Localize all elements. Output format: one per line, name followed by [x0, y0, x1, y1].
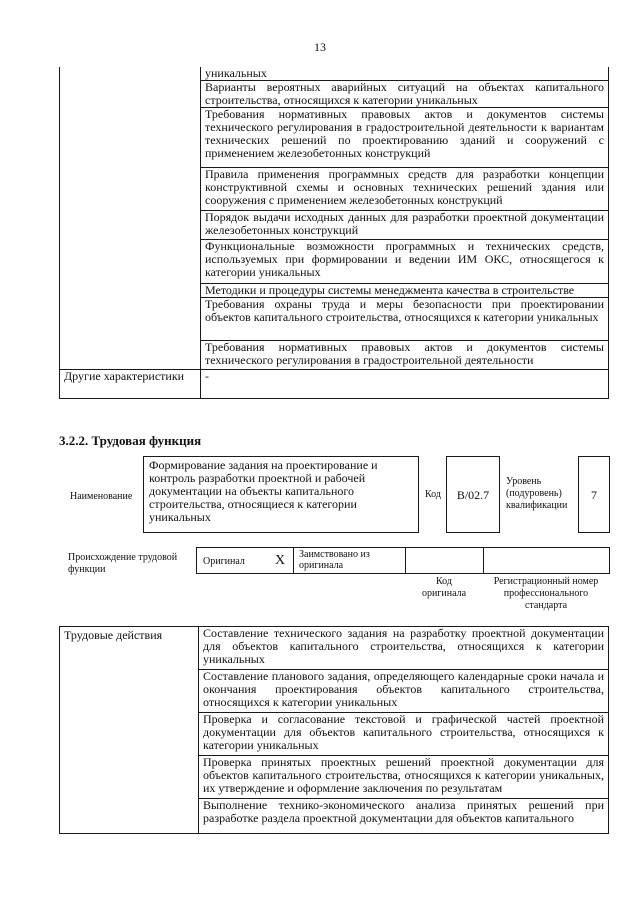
- knowledge-table: [59, 67, 609, 399]
- knowledge-row: Требования нормативных правовых актов и документов системы технического регулирования в градостроительной деятельности: [201, 341, 609, 370]
- divider: [293, 548, 294, 573]
- labour-action-row: Выполнение технико-экономического анализа принятых решений при разработке раздела проектной документации для объектов капитального: [199, 799, 609, 834]
- knowledge-row: Требования охраны труда и меры безопасности при проектировании объектов капитального строительства, относящихся к категории уникальных: [201, 298, 609, 341]
- page-number: 13: [314, 40, 326, 54]
- code-original-caption: Код оригинала: [421, 576, 467, 599]
- labour-action-row: Проверка принятых проектных решений проектной документации для объектов капитального строительства, относящихся к категории уникальных, их утверждение и оформление заключения по результатам: [199, 756, 609, 799]
- divider: [405, 548, 406, 573]
- level-label: Уровень (подуровень) квалификации: [506, 476, 568, 511]
- other-characteristics-label: Другие характеристики: [60, 370, 201, 399]
- knowledge-row: Варианты вероятных аварийных ситуаций на объектах капитального строительства, относящихся к категории уникальных: [201, 81, 609, 108]
- labour-action-row: Проверка и согласование текстовой и графической частей проектной документации для объектов капитального строительства, относящихся к категории уникальных: [199, 713, 609, 756]
- knowledge-row: Методики и процедуры системы менеджмента качества в строительстве: [201, 284, 609, 298]
- knowledge-row: Порядок выдачи исходных данных для разработки проектной документации железобетонных конструкций: [201, 211, 609, 240]
- level-box: 7: [578, 456, 610, 533]
- knowledge-row: уникальных: [201, 67, 609, 81]
- labour-action-row: Составление планового задания, определяющего календарные сроки начала и окончания проектирования объектов капитального строительства, относящихся к категории уникальных: [199, 670, 609, 713]
- knowledge-label-cell: [60, 67, 201, 370]
- original-label: Оригинал: [203, 556, 245, 567]
- section-title: 3.2.2. Трудовая функция: [59, 433, 202, 448]
- origin-row: [196, 547, 610, 574]
- knowledge-row: Требования нормативных правовых актов и документов системы технического регулирования в градостроительной деятельности к вариантам технических решений по проектированию зданий и сооружений с применением железобетонных конструкций: [201, 108, 609, 168]
- function-name-box: Формирование задания на проектирование и контроль разработки проектной и рабочей документации на объекты капитального строительства, относящиеся к категории уникальных: [143, 456, 419, 533]
- code-label: Код: [425, 489, 441, 500]
- labour-actions-table: [59, 626, 609, 834]
- registration-number-caption: Регистрационный номер профессионального стандарта: [493, 576, 599, 611]
- labour-action-row: Составление технического задания на разработку проектной документации для объектов капитального строительства, относящихся к категории уникальных: [199, 627, 609, 670]
- divider: [483, 548, 484, 573]
- name-label: Наименование: [70, 491, 133, 502]
- labour-actions-label: Трудовые действия: [60, 627, 199, 834]
- other-characteristics-value: -: [201, 370, 609, 399]
- knowledge-row: Функциональные возможности программных и технических средств, используемых при формировании и ведении ИМ ОКС, относящегося к категории уникальных: [201, 240, 609, 284]
- origin-label: Происхождение трудовой функции: [68, 552, 178, 575]
- borrowed-label: Заимствовано из оригинала: [299, 549, 370, 571]
- code-box: B/02.7: [446, 456, 500, 533]
- original-mark: X: [275, 553, 286, 568]
- knowledge-row: Правила применения программных средств для разработки концепции конструктивной схемы и основных технических решений здания или сооружения с применением железобетонных конструкций: [201, 168, 609, 211]
